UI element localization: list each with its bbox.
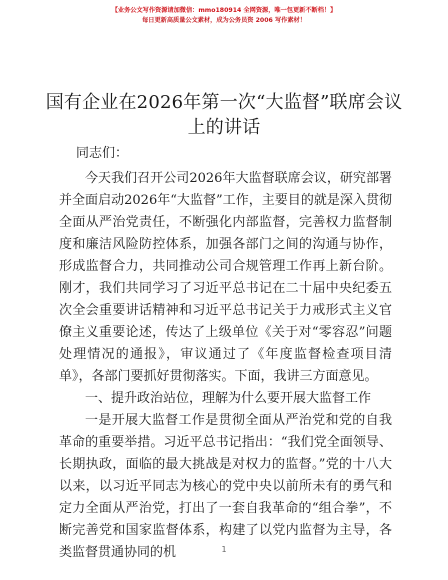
promo-banner <box>0 6 448 26</box>
document-body <box>59 168 392 564</box>
paragraph-point-1: 一是开展大监督工作是贯彻全面从严治党和党的自我革命的重要举措。习近平总书记指出：“我们党全面领导、长期执政，面临的最大挑战是对权力的监督。”党的十八大以来，以习近平同志为核心的党中央以前所未有的勇气和定力全面从严治党，打出了一套自我革命的“组合拳”，不断完善党和国家监督体系，构建了以党内监督为主导，各类监督贯通协同的机 <box>59 413 392 560</box>
paragraph-intro: 今天我们召开公司2026年大监督联席会议，研究部署并全面启动2026年“大监督”工作，主要目的就是深入贯彻全面从严治党责任，不断强化内部监督，完善权力监督制度和廉洁风险防控体系，加强各部门之间的沟通与协作，形成监督合力，共同推动公司合规管理工作再上新台阶。刚才，我们共同学习了习近平总书记在二十届中央纪委五次全会重要讲话精神和习近平总书记关于力戒形式主义官僚主义重要论述，传达了上级单位《关于对“零容忍”问题处理情况的通报》，审议通过了《年度监督检查项目清单》，各部门要抓好贯彻落实。下面，我讲三方面意见。 <box>59 171 392 384</box>
salutation: 同志们： <box>76 146 129 161</box>
banner-line-2: 每日更新高质量公文素材，成为公务员资 2006 写作素材！ <box>142 17 306 24</box>
document-title: 国有企业在2026年第一次“大监督”联席会议上的讲话 <box>45 92 403 138</box>
section-heading-1: 一、提升政治站位，理解为什么要开展大监督工作 <box>85 391 372 406</box>
banner-line-1: 【业务公文写作资源请加微信：mmo180914 全网资源，唯一包更新不断档！】 <box>111 7 337 14</box>
page-number: 1 <box>221 545 227 554</box>
